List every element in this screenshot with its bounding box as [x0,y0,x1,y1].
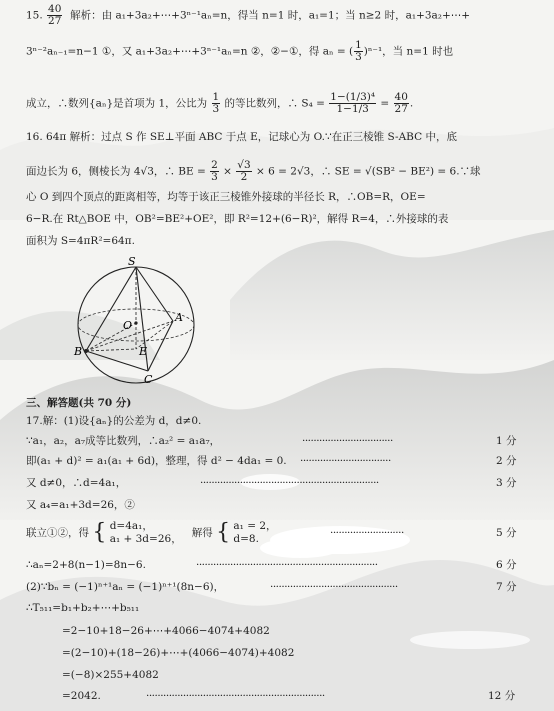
q17-line5: 又 a₄=a₁+3d=26，② [26,499,135,511]
q17-solve-text: 解得 [191,527,213,539]
score-12: 12 分 [488,690,516,702]
score-5: 5 分 [496,527,517,539]
q15-line2: 3ⁿ⁻²aₙ₋₁=n−1 ①，又 a₁+3a₂+⋯+3ⁿ⁻¹aₙ=n ②，②−①，得 aₙ = ( $\frac{1}{3}$ )ⁿ⁻¹，当 n=1 时也 [26,39,454,63]
dot-leader: ······························································· [200,477,379,489]
label-s: S [128,255,136,268]
q17-line12: =(−8)×255+4082 [62,669,159,681]
solution-eq1: a₁ = 2， [233,520,277,532]
label-o: O [123,319,133,332]
q15-line3: 成立，∴数列{aₙ}是首项为 1，公比为 $\frac{1}{3}$ 的等比数列，∴ S₄ = $\frac{\text{1−(1/3)⁴}}{1-1/3}$ = $\frac{40}{27}$ . [26,91,414,115]
dot-leader: ············································· [270,581,398,593]
dot-leader: ································································ [196,559,378,571]
q16-line1: 16. 64π 解析：过点 S 作 SE⊥平面 ABC 于点 E，记球心为 O.∵在正三棱锥 S-ABC 中，底 [26,131,457,143]
label-b: B [74,345,83,358]
sphere-pyramid-figure [70,255,200,387]
dot-leader: ······························································· [146,690,325,702]
q17-line6: 联立①②，得 { d=4a₁， a₁ + 3d=26， 解得 { a₁ = 2， d=8. [26,520,277,545]
label-e: E [139,345,148,358]
dot-leader: ································ [300,455,391,467]
score-3: 3 分 [496,477,517,489]
q16-line3: 心 O 到四个顶点的距离相等，均等于该正三棱锥外接球的半径长 R，∴OB=R，OE= [26,191,426,203]
section-heading: 三、解答题(共 70 分) [26,397,132,409]
score-2: 2 分 [496,455,517,467]
label-c: C [144,373,153,386]
q17-line13: =2042. [62,690,101,702]
dot-leader: ································ [302,435,393,447]
q17-line10: =2−10+18−26+⋯+4066−4074+4082 [62,625,270,637]
q17-line4: 又 d≠0，∴d=4a₁， [26,477,127,489]
q17-line11: =(2−10)+(18−26)+⋯+(4066−4074)+4082 [62,647,295,659]
q16-line5: 面积为 S=4πR²=64π. [26,235,135,247]
q17-line6-text: 联立①②，得 [26,527,89,539]
label-a: A [175,311,183,324]
q17-line9: ∴T₅₁₁=b₁+b₂+⋯+b₅₁₁ [26,602,140,614]
system-eq2: a₁ + 3d=26， [109,533,182,545]
q16-line2: 面边长为 6，侧棱长为 4√3，∴ BE = $\frac{2}{3}$ × $\frac{√3}{2}$ × 6 = 2√3，∴ SE = √(SB² − BE²) = 6.∵球 [26,159,481,183]
q15-line1: 15. $\frac{40}{27}$ 解析：由 a₁+3a₂+⋯+3ⁿ⁻¹aₙ=n，得当 n=1 时，a₁=1；当 n≥2 时，a₁+3a₂+⋯+ [26,3,471,27]
q17-line1: 17.解：(1)设{aₙ}的公差为 d，d≠0. [26,415,202,427]
q16-line4: 6−R.在 Rt△BOE 中，OB²=BE²+OE²，即 R²=12+(6−R)²，解得 R=4，∴外接球的表 [26,213,449,225]
score-1: 1 分 [496,435,517,447]
q17-line8: (2)∵bₙ = (−1)ⁿ⁺¹aₙ = (−1)ⁿ⁺¹(8n−6)， [26,581,225,593]
solution-eq2: d=8. [233,533,259,545]
q17-line7: ∴aₙ=2+8(n−1)=8n−6. [26,559,146,571]
system-eq1: d=4a₁， [109,520,153,532]
q17-line3: 即(a₁ + d)² = a₁(a₁ + 6d)，整理，得 d² − 4da₁ = 0. [26,455,287,467]
score-7: 7 分 [496,581,517,593]
dot-leader: ·························· [330,527,404,539]
q17-line2: ∵a₁，a₂，a₇成等比数列，∴a₂² = a₁a₇， [26,435,221,447]
score-6: 6 分 [496,559,517,571]
